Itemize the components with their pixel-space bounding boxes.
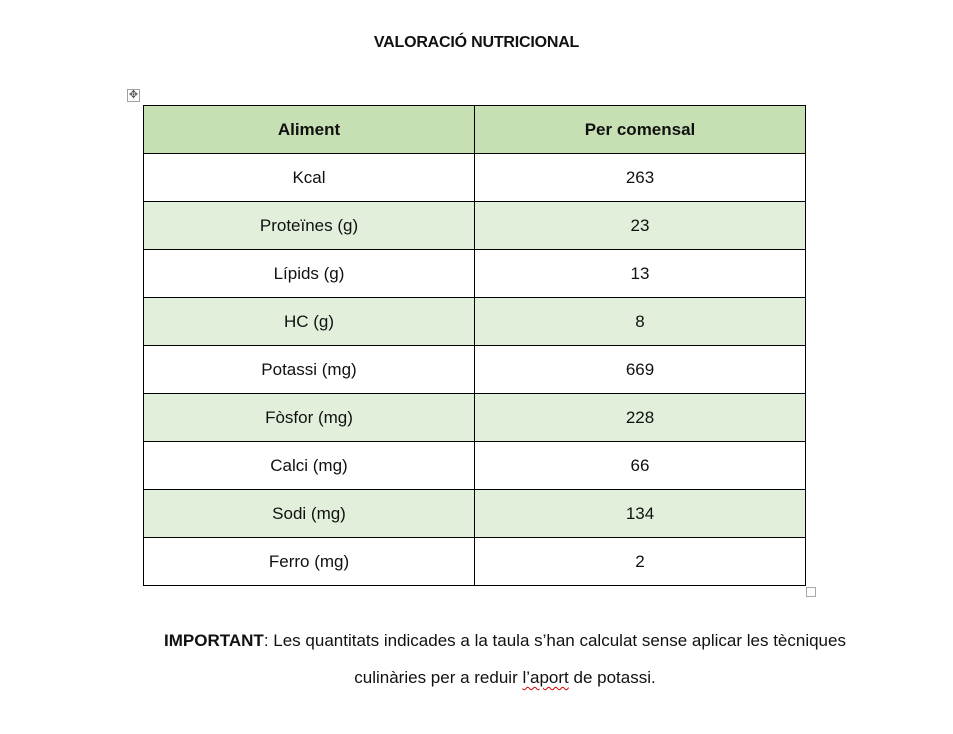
cell-aliment: HC (g) [144, 298, 475, 346]
cell-value: 669 [475, 346, 806, 394]
resize-handle-icon[interactable] [806, 587, 816, 597]
page-title: VALORACIÓ NUTRICIONAL [373, 34, 580, 51]
header-aliment: Aliment [144, 106, 475, 154]
cell-value: 13 [475, 250, 806, 298]
spellcheck-word[interactable]: l’aport [522, 668, 569, 687]
cell-aliment: Fòsfor (mg) [144, 394, 475, 442]
cell-value: 23 [475, 202, 806, 250]
cell-value: 66 [475, 442, 806, 490]
cell-aliment: Sodi (mg) [144, 490, 475, 538]
cell-aliment: Proteïnes (g) [144, 202, 475, 250]
cell-aliment: Ferro (mg) [144, 538, 475, 586]
note-label: IMPORTANT [164, 631, 264, 650]
cell-aliment: Calci (mg) [144, 442, 475, 490]
important-note [140, 622, 870, 696]
cell-aliment: Kcal [144, 154, 475, 202]
table-row [144, 346, 806, 394]
table-row [144, 538, 806, 586]
table-row [144, 394, 806, 442]
table-row [144, 442, 806, 490]
table-row [144, 490, 806, 538]
cell-aliment: Potassi (mg) [144, 346, 475, 394]
cell-value: 263 [475, 154, 806, 202]
cell-value: 2 [475, 538, 806, 586]
note-text-end: de potassi. [568, 668, 656, 687]
table-row [144, 154, 806, 202]
move-icon[interactable]: ✥ [128, 89, 139, 101]
table-header-row [144, 106, 806, 154]
table-row [144, 298, 806, 346]
header-per-comensal: Per comensal [475, 106, 806, 154]
cell-value: 134 [475, 490, 806, 538]
cell-value: 8 [475, 298, 806, 346]
table-row [144, 250, 806, 298]
cell-aliment: Lípids (g) [144, 250, 475, 298]
note-text: : Les quantitats indicades a la taula s’han calculat sense aplicar les tècniques culinàries per a reduir [263, 631, 846, 687]
table-row [144, 202, 806, 250]
nutrition-table [143, 105, 806, 586]
cell-value: 228 [475, 394, 806, 442]
